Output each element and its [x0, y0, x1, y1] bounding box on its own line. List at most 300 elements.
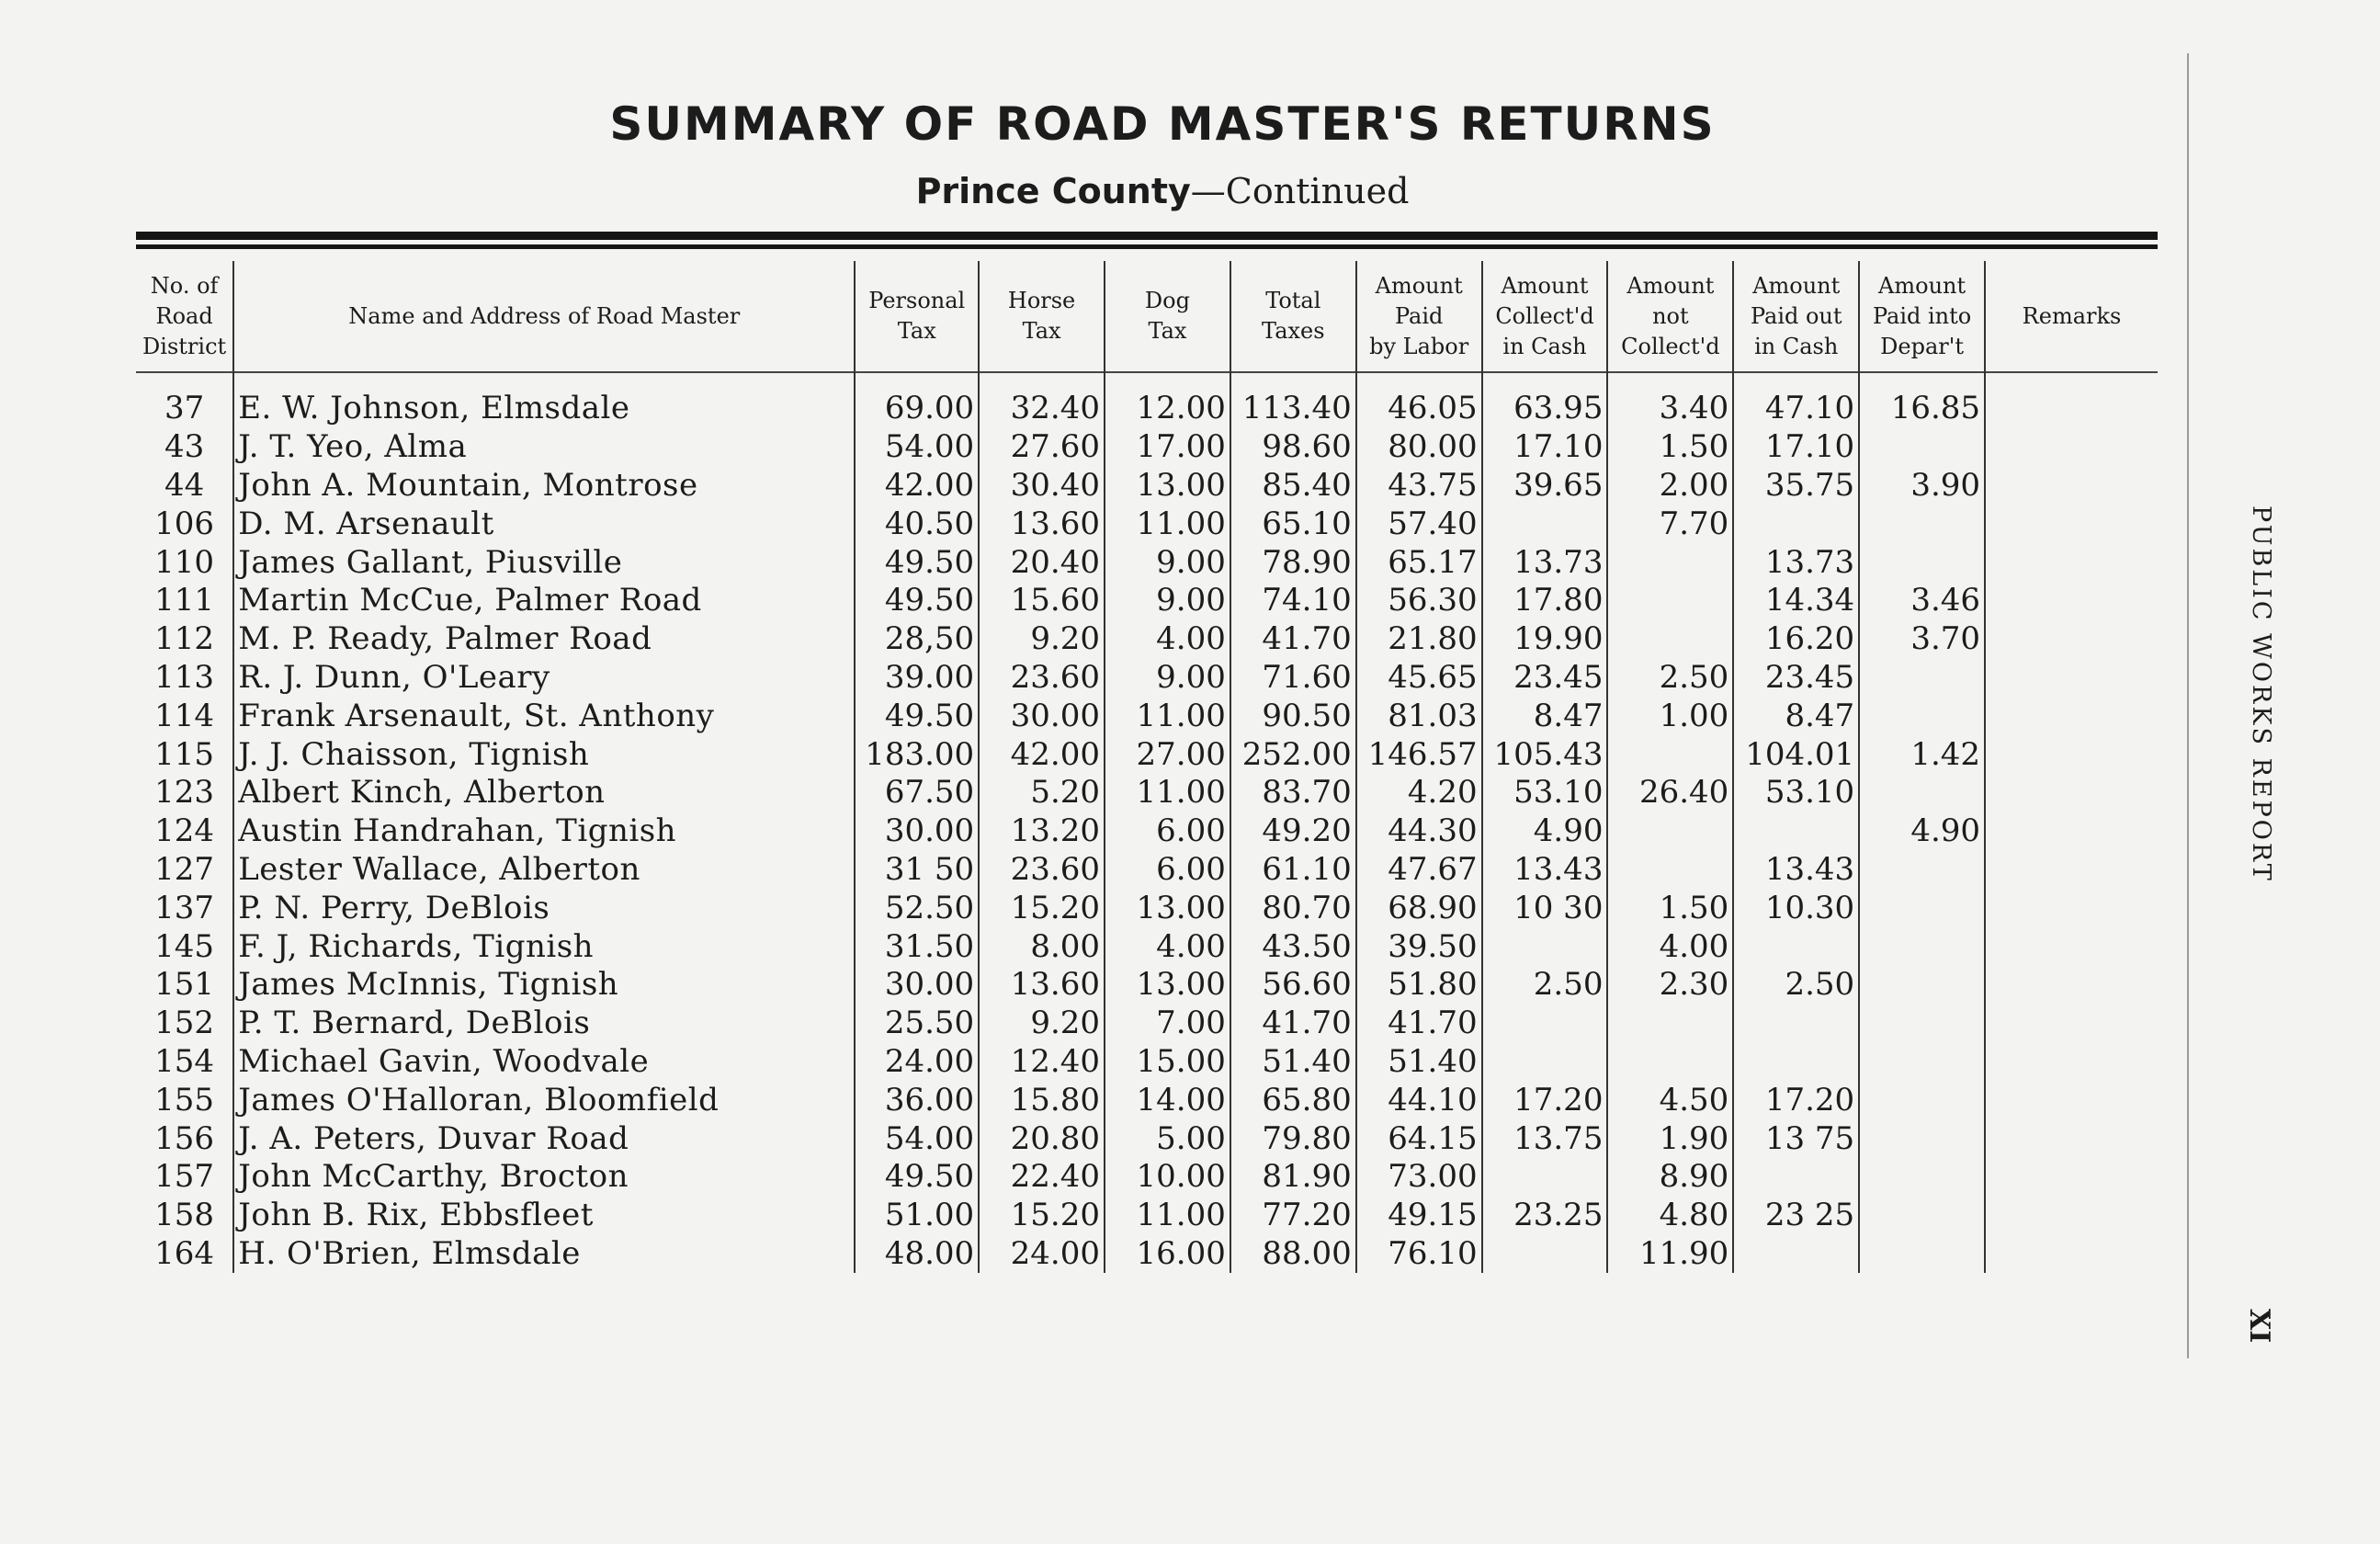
cell-horse-tax: 15.60	[979, 582, 1105, 620]
table-row	[136, 505, 2158, 543]
returns-table	[136, 261, 2158, 1273]
cell-paid-into-dept	[1859, 889, 1985, 927]
table-spacer-row	[136, 372, 2158, 390]
col-header-total-taxes: Total Taxes	[1230, 261, 1356, 372]
cell-not-collected	[1607, 812, 1733, 851]
cell-paid-out-cash: 8.47	[1733, 697, 1859, 735]
cell-total-taxes: 90.50	[1230, 697, 1356, 735]
cell-collected-cash: 17.80	[1482, 582, 1608, 620]
cell-paid-out-cash	[1733, 505, 1859, 543]
cell-paid-into-dept: 3.70	[1859, 620, 1985, 659]
cell-name: H. O'Brien, Elmsdale	[233, 1235, 855, 1274]
cell-personal-tax: 36.00	[855, 1081, 979, 1119]
cell-total-taxes: 80.70	[1230, 889, 1356, 927]
table-row	[136, 774, 2158, 812]
cell-district: 106	[154, 505, 215, 542]
cell-personal-tax: 25.50	[855, 1005, 979, 1043]
cell-name: James O'Halloran, Bloomfield	[233, 1081, 855, 1119]
col-header-paid-by-labor: Amount Paid by Labor	[1356, 261, 1482, 372]
cell-paid-out-cash: 13.73	[1733, 543, 1859, 582]
cell-total-taxes: 85.40	[1230, 467, 1356, 505]
cell-dog-tax: 6.00	[1105, 812, 1230, 851]
cell-name: Lester Wallace, Alberton	[233, 851, 855, 890]
cell-horse-tax: 20.80	[979, 1119, 1105, 1158]
cell-total-taxes: 43.50	[1230, 927, 1356, 966]
cell-horse-tax: 27.60	[979, 428, 1105, 467]
cell-district: 43	[164, 428, 205, 466]
header-rule-bottom	[136, 244, 2158, 249]
cell-remarks	[1985, 1005, 2158, 1043]
cell-paid-by-labor: 45.65	[1356, 659, 1482, 698]
cell-not-collected	[1607, 735, 1733, 774]
cell-collected-cash: 13.73	[1482, 543, 1608, 582]
cell-district: 115	[154, 735, 215, 773]
subtitle-county: Prince County	[915, 171, 1191, 211]
cell-remarks	[1985, 1158, 2158, 1197]
cell-total-taxes: 252.00	[1230, 735, 1356, 774]
cell-not-collected: 11.90	[1607, 1235, 1733, 1274]
table-body	[136, 372, 2158, 1273]
cell-total-taxes: 78.90	[1230, 543, 1356, 582]
table-row	[136, 428, 2158, 467]
cell-paid-out-cash: 13.43	[1733, 851, 1859, 890]
cell-name: Martin McCue, Palmer Road	[233, 582, 855, 620]
cell-paid-into-dept	[1859, 1197, 1985, 1235]
cell-not-collected: 2.30	[1607, 966, 1733, 1005]
cell-paid-out-cash	[1733, 1158, 1859, 1197]
cell-district: 145	[154, 927, 215, 965]
cell-personal-tax: 54.00	[855, 1119, 979, 1158]
cell-paid-into-dept: 16.85	[1859, 390, 1985, 428]
header-rule-top	[136, 232, 2158, 240]
cell-not-collected: 4.50	[1607, 1081, 1733, 1119]
cell-district: 157	[154, 1158, 215, 1196]
cell-remarks	[1985, 735, 2158, 774]
cell-dog-tax: 11.00	[1105, 774, 1230, 812]
cell-total-taxes: 79.80	[1230, 1119, 1356, 1158]
cell-not-collected: 1.50	[1607, 889, 1733, 927]
cell-paid-out-cash	[1733, 927, 1859, 966]
cell-paid-by-labor: 39.50	[1356, 927, 1482, 966]
table-row	[136, 467, 2158, 505]
cell-dog-tax: 13.00	[1105, 966, 1230, 1005]
cell-paid-by-labor: 68.90	[1356, 889, 1482, 927]
cell-dog-tax: 9.00	[1105, 543, 1230, 582]
cell-dog-tax: 11.00	[1105, 697, 1230, 735]
cell-remarks	[1985, 428, 2158, 467]
cell-paid-by-labor: 76.10	[1356, 1235, 1482, 1274]
cell-paid-by-labor: 81.03	[1356, 697, 1482, 735]
cell-collected-cash: 8.47	[1482, 697, 1608, 735]
cell-horse-tax: 22.40	[979, 1158, 1105, 1197]
cell-horse-tax: 30.40	[979, 467, 1105, 505]
cell-horse-tax: 42.00	[979, 735, 1105, 774]
cell-horse-tax: 20.40	[979, 543, 1105, 582]
cell-paid-out-cash: 10.30	[1733, 889, 1859, 927]
cell-paid-into-dept	[1859, 851, 1985, 890]
cell-personal-tax: 183.00	[855, 735, 979, 774]
cell-not-collected	[1607, 582, 1733, 620]
cell-paid-into-dept	[1859, 1235, 1985, 1274]
col-header-district: No. of Road District	[142, 272, 227, 359]
cell-paid-out-cash	[1733, 1005, 1859, 1043]
cell-personal-tax: 28,50	[855, 620, 979, 659]
cell-paid-out-cash	[1733, 1043, 1859, 1082]
page-title: SUMMARY OF ROAD MASTER'S RETURNS	[609, 97, 1716, 151]
cell-personal-tax: 49.50	[855, 543, 979, 582]
cell-personal-tax: 30.00	[855, 966, 979, 1005]
cell-district: 37	[164, 390, 205, 427]
cell-remarks	[1985, 620, 2158, 659]
cell-horse-tax: 23.60	[979, 659, 1105, 698]
cell-personal-tax: 69.00	[855, 390, 979, 428]
subtitle-continued: —Continued	[1190, 171, 1410, 211]
cell-district: 156	[154, 1119, 215, 1157]
cell-collected-cash: 53.10	[1482, 774, 1608, 812]
cell-total-taxes: 81.90	[1230, 1158, 1356, 1197]
cell-name: D. M. Arsenault	[233, 505, 855, 543]
cell-district: 158	[154, 1197, 215, 1234]
cell-personal-tax: 48.00	[855, 1235, 979, 1274]
cell-collected-cash	[1482, 1158, 1608, 1197]
table-row	[136, 390, 2158, 428]
cell-total-taxes: 41.70	[1230, 620, 1356, 659]
table-row	[136, 1158, 2158, 1197]
cell-paid-out-cash: 53.10	[1733, 774, 1859, 812]
cell-collected-cash: 10 30	[1482, 889, 1608, 927]
cell-remarks	[1985, 774, 2158, 812]
cell-horse-tax: 23.60	[979, 851, 1105, 890]
cell-not-collected	[1607, 1043, 1733, 1082]
cell-district: 44	[164, 466, 205, 504]
cell-paid-by-labor: 47.67	[1356, 851, 1482, 890]
cell-total-taxes: 61.10	[1230, 851, 1356, 890]
table-row	[136, 1005, 2158, 1043]
cell-dog-tax: 27.00	[1105, 735, 1230, 774]
cell-paid-out-cash: 23.45	[1733, 659, 1859, 698]
cell-remarks	[1985, 1043, 2158, 1082]
cell-name: Albert Kinch, Alberton	[233, 774, 855, 812]
cell-district: 112	[154, 620, 215, 658]
cell-paid-into-dept: 3.90	[1859, 467, 1985, 505]
cell-paid-out-cash: 47.10	[1733, 390, 1859, 428]
cell-paid-by-labor: 44.30	[1356, 812, 1482, 851]
cell-paid-by-labor: 65.17	[1356, 543, 1482, 582]
cell-dog-tax: 4.00	[1105, 620, 1230, 659]
cell-paid-out-cash: 17.20	[1733, 1081, 1859, 1119]
table-row	[136, 1043, 2158, 1082]
cell-personal-tax: 54.00	[855, 428, 979, 467]
table-row	[136, 851, 2158, 890]
cell-total-taxes: 88.00	[1230, 1235, 1356, 1274]
table-row	[136, 543, 2158, 582]
cell-collected-cash: 17.10	[1482, 428, 1608, 467]
cell-remarks	[1985, 889, 2158, 927]
cell-paid-by-labor: 146.57	[1356, 735, 1482, 774]
cell-paid-out-cash: 2.50	[1733, 966, 1859, 1005]
cell-collected-cash: 2.50	[1482, 966, 1608, 1005]
col-header-not-collected: Amount not Collect'd	[1607, 261, 1733, 372]
col-header-paid-into-dept: Amount Paid into Depar't	[1859, 261, 1985, 372]
cell-total-taxes: 65.80	[1230, 1081, 1356, 1119]
table-row	[136, 1119, 2158, 1158]
cell-not-collected: 3.40	[1607, 390, 1733, 428]
cell-district: 155	[154, 1081, 215, 1118]
cell-paid-by-labor: 73.00	[1356, 1158, 1482, 1197]
cell-paid-by-labor: 64.15	[1356, 1119, 1482, 1158]
cell-personal-tax: 31 50	[855, 851, 979, 890]
cell-district: 111	[154, 582, 215, 619]
table-row	[136, 620, 2158, 659]
cell-total-taxes: 74.10	[1230, 582, 1356, 620]
cell-remarks	[1985, 582, 2158, 620]
cell-collected-cash: 23.25	[1482, 1197, 1608, 1235]
cell-paid-out-cash: 104.01	[1733, 735, 1859, 774]
cell-name: John A. Mountain, Montrose	[233, 467, 855, 505]
cell-personal-tax: 31.50	[855, 927, 979, 966]
cell-name: J. T. Yeo, Alma	[233, 428, 855, 467]
cell-personal-tax: 51.00	[855, 1197, 979, 1235]
cell-district: 154	[154, 1042, 215, 1080]
cell-personal-tax: 40.50	[855, 505, 979, 543]
cell-personal-tax: 24.00	[855, 1043, 979, 1082]
cell-total-taxes: 49.20	[1230, 812, 1356, 851]
cell-remarks	[1985, 966, 2158, 1005]
cell-not-collected: 1.00	[1607, 697, 1733, 735]
cell-district: 127	[154, 850, 215, 888]
cell-collected-cash: 19.90	[1482, 620, 1608, 659]
cell-district: 124	[154, 812, 215, 850]
cell-paid-by-labor: 80.00	[1356, 428, 1482, 467]
cell-dog-tax: 9.00	[1105, 659, 1230, 698]
cell-paid-into-dept: 4.90	[1859, 812, 1985, 851]
cell-collected-cash	[1482, 927, 1608, 966]
cell-remarks	[1985, 659, 2158, 698]
cell-horse-tax: 15.20	[979, 1197, 1105, 1235]
cell-name: Michael Gavin, Woodvale	[233, 1043, 855, 1082]
cell-collected-cash	[1482, 1005, 1608, 1043]
cell-horse-tax: 8.00	[979, 927, 1105, 966]
cell-paid-by-labor: 21.80	[1356, 620, 1482, 659]
cell-name: Austin Handrahan, Tignish	[233, 812, 855, 851]
cell-personal-tax: 49.50	[855, 1158, 979, 1197]
cell-remarks	[1985, 1197, 2158, 1235]
cell-not-collected: 2.00	[1607, 467, 1733, 505]
table-row	[136, 966, 2158, 1005]
cell-horse-tax: 13.60	[979, 966, 1105, 1005]
cell-remarks	[1985, 697, 2158, 735]
cell-not-collected: 4.00	[1607, 927, 1733, 966]
cell-horse-tax: 9.20	[979, 620, 1105, 659]
cell-paid-by-labor: 51.40	[1356, 1043, 1482, 1082]
cell-dog-tax: 11.00	[1105, 1197, 1230, 1235]
cell-paid-into-dept	[1859, 543, 1985, 582]
table-row	[136, 1235, 2158, 1274]
cell-horse-tax: 32.40	[979, 390, 1105, 428]
cell-paid-into-dept	[1859, 1158, 1985, 1197]
cell-dog-tax: 17.00	[1105, 428, 1230, 467]
cell-remarks	[1985, 1081, 2158, 1119]
cell-remarks	[1985, 1235, 2158, 1274]
cell-personal-tax: 52.50	[855, 889, 979, 927]
cell-collected-cash: 13.43	[1482, 851, 1608, 890]
cell-collected-cash: 63.95	[1482, 390, 1608, 428]
table-header-row	[136, 261, 2158, 372]
cell-district: 113	[154, 658, 215, 696]
cell-total-taxes: 83.70	[1230, 774, 1356, 812]
cell-not-collected: 1.50	[1607, 428, 1733, 467]
margin-rule	[2187, 53, 2189, 1358]
cell-paid-into-dept: 1.42	[1859, 735, 1985, 774]
cell-remarks	[1985, 927, 2158, 966]
cell-dog-tax: 13.00	[1105, 889, 1230, 927]
page-number: XI	[2243, 1309, 2275, 1344]
cell-paid-into-dept	[1859, 966, 1985, 1005]
cell-total-taxes: 51.40	[1230, 1043, 1356, 1082]
table-row	[136, 927, 2158, 966]
cell-not-collected: 2.50	[1607, 659, 1733, 698]
cell-name: James Gallant, Piusville	[233, 543, 855, 582]
cell-horse-tax: 24.00	[979, 1235, 1105, 1274]
cell-dog-tax: 10.00	[1105, 1158, 1230, 1197]
cell-paid-out-cash: 17.10	[1733, 428, 1859, 467]
cell-personal-tax: 49.50	[855, 582, 979, 620]
cell-collected-cash: 23.45	[1482, 659, 1608, 698]
cell-dog-tax: 9.00	[1105, 582, 1230, 620]
cell-paid-out-cash	[1733, 812, 1859, 851]
cell-district: 164	[154, 1234, 215, 1272]
cell-paid-out-cash: 13 75	[1733, 1119, 1859, 1158]
cell-paid-by-labor: 41.70	[1356, 1005, 1482, 1043]
cell-district: 152	[154, 1005, 215, 1042]
cell-paid-out-cash: 35.75	[1733, 467, 1859, 505]
cell-paid-into-dept	[1859, 1081, 1985, 1119]
cell-district: 114	[154, 697, 215, 734]
cell-not-collected	[1607, 851, 1733, 890]
cell-paid-by-labor: 56.30	[1356, 582, 1482, 620]
cell-total-taxes: 56.60	[1230, 966, 1356, 1005]
cell-paid-into-dept	[1859, 505, 1985, 543]
cell-horse-tax: 15.80	[979, 1081, 1105, 1119]
cell-collected-cash: 105.43	[1482, 735, 1608, 774]
cell-personal-tax: 30.00	[855, 812, 979, 851]
cell-not-collected: 7.70	[1607, 505, 1733, 543]
cell-total-taxes: 77.20	[1230, 1197, 1356, 1235]
cell-horse-tax: 30.00	[979, 697, 1105, 735]
cell-paid-out-cash: 23 25	[1733, 1197, 1859, 1235]
cell-horse-tax: 5.20	[979, 774, 1105, 812]
table-row	[136, 812, 2158, 851]
cell-horse-tax: 12.40	[979, 1043, 1105, 1082]
table-row	[136, 697, 2158, 735]
cell-name: James McInnis, Tignish	[233, 966, 855, 1005]
cell-name: John B. Rix, Ebbsfleet	[233, 1197, 855, 1235]
cell-paid-by-labor: 4.20	[1356, 774, 1482, 812]
cell-name: E. W. Johnson, Elmsdale	[233, 390, 855, 428]
cell-paid-into-dept	[1859, 659, 1985, 698]
cell-dog-tax: 4.00	[1105, 927, 1230, 966]
cell-remarks	[1985, 812, 2158, 851]
cell-dog-tax: 14.00	[1105, 1081, 1230, 1119]
cell-paid-by-labor: 49.15	[1356, 1197, 1482, 1235]
cell-paid-by-labor: 51.80	[1356, 966, 1482, 1005]
running-head: PUBLIC WORKS REPORT	[2247, 505, 2275, 883]
cell-not-collected: 1.90	[1607, 1119, 1733, 1158]
cell-paid-out-cash	[1733, 1235, 1859, 1274]
table-row	[136, 1197, 2158, 1235]
cell-personal-tax: 49.50	[855, 697, 979, 735]
cell-district: 137	[154, 889, 215, 926]
cell-paid-out-cash: 14.34	[1733, 582, 1859, 620]
table-row	[136, 659, 2158, 698]
cell-paid-by-labor: 57.40	[1356, 505, 1482, 543]
cell-total-taxes: 65.10	[1230, 505, 1356, 543]
cell-remarks	[1985, 1119, 2158, 1158]
cell-not-collected	[1607, 1005, 1733, 1043]
cell-name: P. T. Bernard, DeBlois	[233, 1005, 855, 1043]
cell-paid-into-dept	[1859, 774, 1985, 812]
cell-paid-by-labor: 44.10	[1356, 1081, 1482, 1119]
cell-paid-into-dept	[1859, 428, 1985, 467]
cell-horse-tax: 13.20	[979, 812, 1105, 851]
cell-horse-tax: 9.20	[979, 1005, 1105, 1043]
cell-dog-tax: 12.00	[1105, 390, 1230, 428]
cell-paid-into-dept	[1859, 697, 1985, 735]
cell-total-taxes: 113.40	[1230, 390, 1356, 428]
cell-dog-tax: 13.00	[1105, 467, 1230, 505]
cell-dog-tax: 5.00	[1105, 1119, 1230, 1158]
cell-name: F. J, Richards, Tignish	[233, 927, 855, 966]
cell-name: P. N. Perry, DeBlois	[233, 889, 855, 927]
cell-total-taxes: 71.60	[1230, 659, 1356, 698]
cell-district: 151	[154, 966, 215, 1004]
cell-remarks	[1985, 467, 2158, 505]
cell-name: Frank Arsenault, St. Anthony	[233, 697, 855, 735]
cell-horse-tax: 13.60	[979, 505, 1105, 543]
cell-total-taxes: 98.60	[1230, 428, 1356, 467]
table-row	[136, 735, 2158, 774]
cell-dog-tax: 7.00	[1105, 1005, 1230, 1043]
page-subtitle	[0, 171, 2325, 211]
cell-collected-cash: 17.20	[1482, 1081, 1608, 1119]
table-row	[136, 1081, 2158, 1119]
cell-name: J. J. Chaisson, Tignish	[233, 735, 855, 774]
cell-not-collected	[1607, 620, 1733, 659]
cell-remarks	[1985, 390, 2158, 428]
cell-personal-tax: 42.00	[855, 467, 979, 505]
col-header-collected-cash: Amount Collect'd in Cash	[1482, 261, 1608, 372]
col-header-horse-tax: Horse Tax	[979, 261, 1105, 372]
cell-dog-tax: 15.00	[1105, 1043, 1230, 1082]
cell-name: M. P. Ready, Palmer Road	[233, 620, 855, 659]
cell-collected-cash	[1482, 1235, 1608, 1274]
cell-paid-by-labor: 46.05	[1356, 390, 1482, 428]
cell-not-collected: 26.40	[1607, 774, 1733, 812]
cell-dog-tax: 11.00	[1105, 505, 1230, 543]
cell-horse-tax: 15.20	[979, 889, 1105, 927]
cell-paid-into-dept	[1859, 1043, 1985, 1082]
cell-collected-cash	[1482, 505, 1608, 543]
table-row	[136, 889, 2158, 927]
cell-paid-into-dept	[1859, 927, 1985, 966]
cell-not-collected: 8.90	[1607, 1158, 1733, 1197]
cell-district: 110	[154, 543, 215, 581]
cell-collected-cash	[1482, 1043, 1608, 1082]
col-header-dog-tax: Dog Tax	[1105, 261, 1230, 372]
cell-paid-into-dept	[1859, 1005, 1985, 1043]
col-header-remarks: Remarks	[1985, 261, 2158, 372]
cell-name: John McCarthy, Brocton	[233, 1158, 855, 1197]
